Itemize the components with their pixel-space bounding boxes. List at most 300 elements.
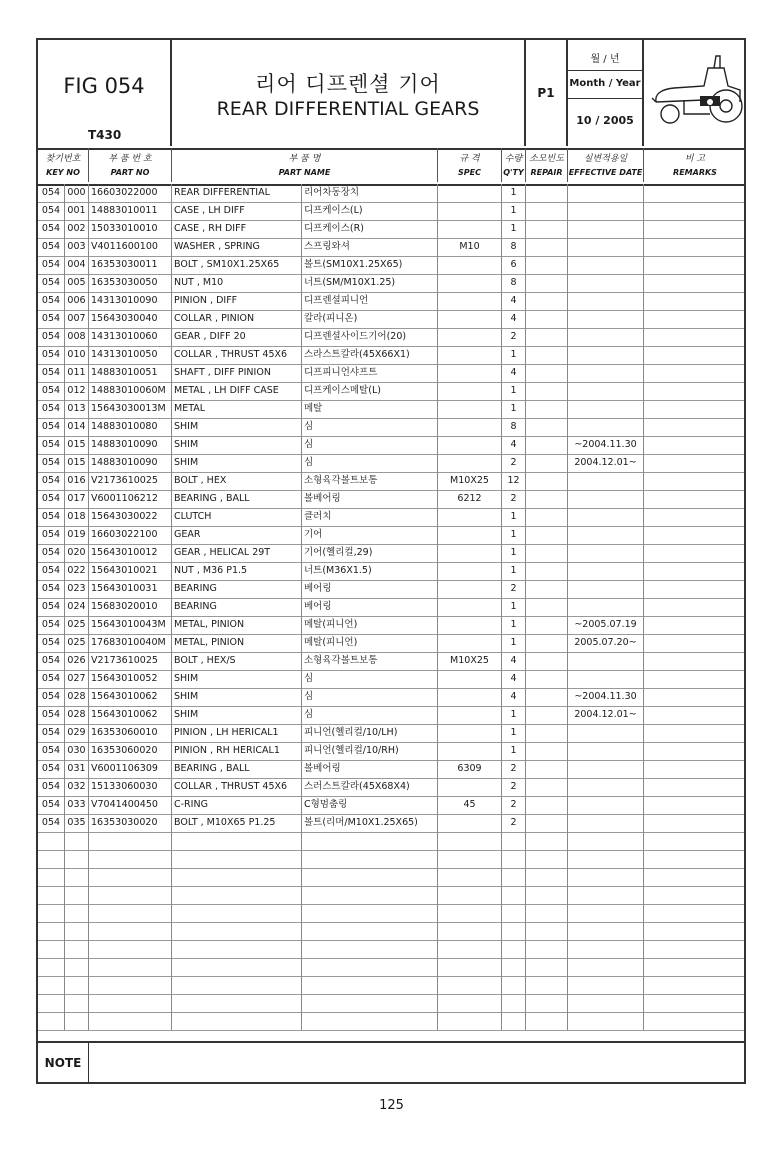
quantity: 1 [502, 508, 526, 526]
part-name-korean: 기어 [302, 526, 438, 544]
quantity: 4 [502, 436, 526, 454]
fig-code: 054 [38, 706, 65, 724]
spec [438, 634, 502, 652]
fig-code: 054 [38, 796, 65, 814]
spec [438, 706, 502, 724]
part-number [89, 958, 172, 976]
repair [526, 778, 568, 796]
repair [526, 904, 568, 922]
remarks [644, 832, 746, 850]
key-number [65, 940, 89, 958]
key-number: 019 [65, 526, 89, 544]
spec [438, 958, 502, 976]
part-number: 15643030040 [89, 310, 172, 328]
table-row [38, 490, 744, 509]
quantity: 1 [502, 184, 526, 202]
repair [526, 868, 568, 886]
part-number: V7041400450 [89, 796, 172, 814]
part-number [89, 976, 172, 994]
part-name-korean: 스프링와셔 [302, 238, 438, 256]
spec [438, 418, 502, 436]
model-code: T430 [88, 128, 122, 142]
key-number: 027 [65, 670, 89, 688]
remarks [644, 202, 746, 220]
part-name-english: BOLT , SM10X1.25X65 [172, 256, 302, 274]
part-name-korean [302, 850, 438, 868]
repair [526, 994, 568, 1012]
quantity: 1 [502, 400, 526, 418]
quantity: 2 [502, 778, 526, 796]
part-name-english: COLLAR , THRUST 45X6 [172, 346, 302, 364]
repair [526, 670, 568, 688]
spec [438, 922, 502, 940]
remarks [644, 598, 746, 616]
key-number: 029 [65, 724, 89, 742]
repair [526, 256, 568, 274]
quantity [502, 940, 526, 958]
quantity: 2 [502, 490, 526, 508]
repair [526, 580, 568, 598]
table-row [38, 922, 744, 941]
part-name-english: SHAFT , DIFF PINION [172, 364, 302, 382]
remarks [644, 742, 746, 760]
part-name-korean: 소형육각볼트보통 [302, 652, 438, 670]
table-row [38, 400, 744, 419]
fig-code: 054 [38, 220, 65, 238]
part-name-english: GEAR , HELICAL 29T [172, 544, 302, 562]
remarks [644, 688, 746, 706]
repair [526, 508, 568, 526]
fig-code: 054 [38, 670, 65, 688]
quantity: 1 [502, 742, 526, 760]
key-number: 001 [65, 202, 89, 220]
part-name-korean: 심 [302, 670, 438, 688]
key-number [65, 868, 89, 886]
fig-code [38, 868, 65, 886]
quantity: 4 [502, 292, 526, 310]
repair [526, 742, 568, 760]
key-number: 032 [65, 778, 89, 796]
key-number: 033 [65, 796, 89, 814]
fig-code: 054 [38, 436, 65, 454]
repair [526, 202, 568, 220]
repair [526, 544, 568, 562]
part-name-korean: 베어링 [302, 580, 438, 598]
fig-code [38, 994, 65, 1012]
part-name-english: NUT , M36 P1.5 [172, 562, 302, 580]
part-name-korean: 너트(SM/M10X1.25) [302, 274, 438, 292]
repair [526, 436, 568, 454]
part-name-korean: 볼베어링 [302, 760, 438, 778]
quantity: 8 [502, 238, 526, 256]
col-part-name: 부 품 명 PART NAME [172, 148, 438, 182]
repair [526, 652, 568, 670]
key-number: 012 [65, 382, 89, 400]
key-number [65, 976, 89, 994]
fig-code [38, 832, 65, 850]
effective-date [568, 742, 644, 760]
spec [438, 832, 502, 850]
effective-date [568, 598, 644, 616]
key-number [65, 994, 89, 1012]
effective-date [568, 346, 644, 364]
repair [526, 976, 568, 994]
part-name-english: COLLAR , THRUST 45X6 [172, 778, 302, 796]
part-number: 14883010090 [89, 436, 172, 454]
table-row [38, 778, 744, 797]
effective-date [568, 310, 644, 328]
part-name-korean: 메탈 [302, 400, 438, 418]
part-name-korean: 기어(헬리컬,29) [302, 544, 438, 562]
effective-date [568, 994, 644, 1012]
spec [438, 292, 502, 310]
part-name-korean: 디프케이스(L) [302, 202, 438, 220]
part-name-english: BEARING [172, 580, 302, 598]
spec [438, 904, 502, 922]
fig-code [38, 958, 65, 976]
spec [438, 814, 502, 832]
part-number: 16353030011 [89, 256, 172, 274]
effective-date [568, 292, 644, 310]
spec [438, 454, 502, 472]
remarks [644, 364, 746, 382]
remarks [644, 256, 746, 274]
repair [526, 292, 568, 310]
part-name-english: METAL, PINION [172, 634, 302, 652]
effective-date: 2004.12.01~ [568, 706, 644, 724]
spec [438, 508, 502, 526]
quantity: 1 [502, 544, 526, 562]
note-label: NOTE [38, 1043, 89, 1084]
effective-date [568, 184, 644, 202]
fig-code: 054 [38, 562, 65, 580]
quantity: 8 [502, 418, 526, 436]
key-number: 013 [65, 400, 89, 418]
repair [526, 814, 568, 832]
part-name-korean [302, 940, 438, 958]
table-row [38, 670, 744, 689]
part-name-korean [302, 922, 438, 940]
quantity: 1 [502, 526, 526, 544]
part-number: 15643010062 [89, 706, 172, 724]
part-name-english: METAL , LH DIFF CASE [172, 382, 302, 400]
repair [526, 238, 568, 256]
repair [526, 724, 568, 742]
quantity: 8 [502, 274, 526, 292]
part-name-english: CASE , RH DIFF [172, 220, 302, 238]
spec [438, 310, 502, 328]
key-number [65, 958, 89, 976]
table-row [38, 562, 744, 581]
table-row [38, 454, 744, 473]
title-english: REAR DIFFERENTIAL GEARS [216, 98, 480, 120]
figure-block [38, 40, 172, 146]
key-number [65, 886, 89, 904]
fig-code: 054 [38, 580, 65, 598]
key-number: 031 [65, 760, 89, 778]
part-number: 14313010060 [89, 328, 172, 346]
part-number: 16353060010 [89, 724, 172, 742]
fig-code: 054 [38, 310, 65, 328]
effective-date [568, 526, 644, 544]
quantity [502, 850, 526, 868]
spec [438, 976, 502, 994]
remarks [644, 1012, 746, 1030]
fig-code: 054 [38, 472, 65, 490]
date-label-english: Month / Year [569, 78, 641, 89]
table-row [38, 292, 744, 311]
effective-date [568, 814, 644, 832]
part-name-korean [302, 958, 438, 976]
remarks [644, 508, 746, 526]
remarks [644, 238, 746, 256]
part-name-english: BEARING [172, 598, 302, 616]
part-number: V4011600100 [89, 238, 172, 256]
fig-code: 054 [38, 328, 65, 346]
fig-code: 054 [38, 490, 65, 508]
remarks [644, 184, 746, 202]
part-name-korean: C형멈춤링 [302, 796, 438, 814]
repair [526, 220, 568, 238]
part-name-english: BEARING , BALL [172, 760, 302, 778]
part-name-english: BOLT , HEX [172, 472, 302, 490]
table-row [38, 472, 744, 491]
fig-code: 054 [38, 400, 65, 418]
table-row [38, 436, 744, 455]
spec [438, 400, 502, 418]
part-number: 14883010060M [89, 382, 172, 400]
part-name-korean: 디프케이스메탈(L) [302, 382, 438, 400]
table-row [38, 616, 744, 635]
key-number: 016 [65, 472, 89, 490]
part-number: 15643030013M [89, 400, 172, 418]
effective-date [568, 886, 644, 904]
part-name-korean: 스러스트칼라(45X68X4) [302, 778, 438, 796]
part-name-korean: 심 [302, 688, 438, 706]
remarks [644, 436, 746, 454]
part-number: 15643010043M [89, 616, 172, 634]
remarks [644, 616, 746, 634]
effective-date [568, 976, 644, 994]
quantity: 1 [502, 598, 526, 616]
spec [438, 1012, 502, 1030]
remarks [644, 634, 746, 652]
quantity: 4 [502, 364, 526, 382]
table-row [38, 886, 744, 905]
remarks [644, 886, 746, 904]
part-name-english: SHIM [172, 688, 302, 706]
fig-code: 054 [38, 274, 65, 292]
repair [526, 886, 568, 904]
part-name-english: SHIM [172, 454, 302, 472]
table-row [38, 760, 744, 779]
remarks [644, 346, 746, 364]
table-row [38, 544, 744, 563]
part-name-english [172, 976, 302, 994]
fig-code: 054 [38, 760, 65, 778]
spec [438, 670, 502, 688]
part-name-english [172, 1012, 302, 1030]
part-number: V6001106212 [89, 490, 172, 508]
fig-code: 054 [38, 724, 65, 742]
repair [526, 490, 568, 508]
fig-code: 054 [38, 364, 65, 382]
table-row [38, 364, 744, 383]
part-number: 15033010010 [89, 220, 172, 238]
table-row [38, 940, 744, 959]
repair [526, 328, 568, 346]
quantity: 1 [502, 346, 526, 364]
part-number: 15643010012 [89, 544, 172, 562]
quantity [502, 886, 526, 904]
table-row [38, 526, 744, 545]
part-name-korean [302, 832, 438, 850]
spec [438, 256, 502, 274]
fig-code [38, 1012, 65, 1030]
spec [438, 850, 502, 868]
quantity [502, 1012, 526, 1030]
part-name-english: BEARING , BALL [172, 490, 302, 508]
repair [526, 760, 568, 778]
remarks [644, 274, 746, 292]
quantity: 1 [502, 220, 526, 238]
part-name-english: GEAR [172, 526, 302, 544]
col-qty: 수량 Q'TY [502, 148, 526, 182]
part-name-korean: 너트(M36X1.5) [302, 562, 438, 580]
table-row [38, 202, 744, 221]
repair [526, 1012, 568, 1030]
key-number: 008 [65, 328, 89, 346]
fig-code: 054 [38, 544, 65, 562]
part-name-english: BOLT , M10X65 P1.25 [172, 814, 302, 832]
col-part-no: 부 품 번 호 PART NO [89, 148, 172, 182]
part-name-korean: 디프케이스(R) [302, 220, 438, 238]
effective-date [568, 904, 644, 922]
spec [438, 886, 502, 904]
effective-date [568, 832, 644, 850]
quantity: 1 [502, 202, 526, 220]
spec [438, 274, 502, 292]
fig-code: 054 [38, 778, 65, 796]
part-number [89, 904, 172, 922]
effective-date [568, 472, 644, 490]
part-name-korean: 피니언(헬리컬/10/LH) [302, 724, 438, 742]
part-name-korean: 클러치 [302, 508, 438, 526]
key-number: 004 [65, 256, 89, 274]
repair [526, 922, 568, 940]
effective-date [568, 490, 644, 508]
remarks [644, 796, 746, 814]
remarks [644, 526, 746, 544]
table-row [38, 220, 744, 239]
part-number: 15643010031 [89, 580, 172, 598]
table-row [38, 256, 744, 275]
table-row [38, 184, 744, 203]
part-name-english: METAL, PINION [172, 616, 302, 634]
part-name-korean: 심 [302, 454, 438, 472]
table-row [38, 418, 744, 437]
effective-date [568, 238, 644, 256]
fig-code [38, 922, 65, 940]
quantity: 4 [502, 310, 526, 328]
fig-code: 054 [38, 742, 65, 760]
part-name-korean: 소형육각볼트보통 [302, 472, 438, 490]
effective-date [568, 364, 644, 382]
part-number: 15683020010 [89, 598, 172, 616]
date-block [568, 40, 644, 146]
part-number: 14883010011 [89, 202, 172, 220]
part-name-english: SHIM [172, 436, 302, 454]
remarks [644, 706, 746, 724]
spec [438, 544, 502, 562]
part-number: 14313010050 [89, 346, 172, 364]
table-row [38, 724, 744, 743]
part-name-english [172, 940, 302, 958]
spec [438, 364, 502, 382]
part-name-english [172, 868, 302, 886]
part-name-korean: 볼트(리머/M10X1.25X65) [302, 814, 438, 832]
parts-sheet [36, 38, 746, 1084]
fig-code: 054 [38, 382, 65, 400]
quantity [502, 868, 526, 886]
part-name-korean: 볼베어링 [302, 490, 438, 508]
remarks [644, 994, 746, 1012]
table-row [38, 310, 744, 329]
part-number: 15643010021 [89, 562, 172, 580]
key-number: 030 [65, 742, 89, 760]
quantity [502, 976, 526, 994]
part-name-english [172, 958, 302, 976]
repair [526, 598, 568, 616]
quantity: 1 [502, 724, 526, 742]
col-repair: 소모빈도 REPAIR [526, 148, 568, 182]
fig-code [38, 886, 65, 904]
effective-date [568, 958, 644, 976]
part-number: 15643010052 [89, 670, 172, 688]
quantity [502, 958, 526, 976]
spec [438, 778, 502, 796]
fig-code: 054 [38, 688, 65, 706]
repair [526, 562, 568, 580]
part-name-english: BOLT , HEX/S [172, 652, 302, 670]
table-row [38, 742, 744, 761]
part-name-english [172, 886, 302, 904]
remarks [644, 310, 746, 328]
key-number [65, 904, 89, 922]
key-number: 011 [65, 364, 89, 382]
part-name-english: GEAR , DIFF 20 [172, 328, 302, 346]
fig-code: 054 [38, 634, 65, 652]
part-name-english: CLUTCH [172, 508, 302, 526]
repair [526, 850, 568, 868]
part-number [89, 886, 172, 904]
remarks [644, 958, 746, 976]
remarks [644, 400, 746, 418]
spec: M10X25 [438, 652, 502, 670]
effective-date [568, 382, 644, 400]
remarks [644, 940, 746, 958]
repair [526, 688, 568, 706]
effective-date: ~2004.11.30 [568, 688, 644, 706]
fig-code: 054 [38, 526, 65, 544]
remarks [644, 580, 746, 598]
key-number [65, 832, 89, 850]
part-name-korean: 볼트(SM10X1.25X65) [302, 256, 438, 274]
effective-date [568, 580, 644, 598]
fig-code: 054 [38, 202, 65, 220]
part-name-english: SHIM [172, 670, 302, 688]
key-number [65, 1012, 89, 1030]
